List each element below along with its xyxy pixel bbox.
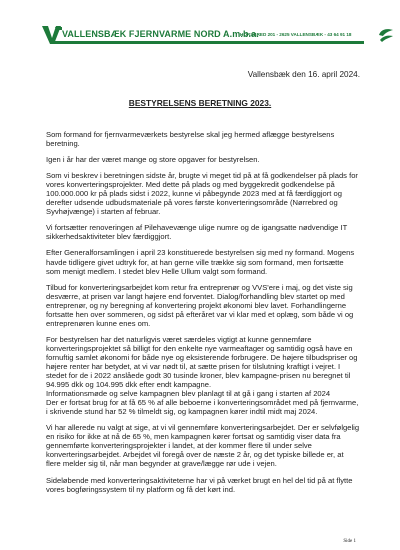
paragraph: Vi har allerede nu valgt at sige, at vi vil gennemføre konverteringsarbejdet. Der er selvfølgelig en risiko for ikke at nå de 65 %, men kampagnen kører fortsat og samtidig viser data fra gennemførte konverteringsprojekter i landet, at der kommer flere til under selve konverteringsarbejdet. Arbejdet vil foregå over de næste 2 år, og det typiske billede er, at flere melder sig til, når man begynder at grave/lægge rør ude i vejen. [46,423,360,469]
paragraph: Sideløbende med konverteringsaktiviteterne har vi på værket brugt en hel del tid på at flytte vores bogføringssystem til ny platform og få det kørt ind. [46,475,353,494]
company-name: VALLENSBÆK FJERNVARME NORD A.m.b.a. [62,29,259,39]
letterhead [40,24,366,46]
paragraph: Vi fortsætter renoveringen af Pilehavevænge ulige numre og de igangsatte nødvendige IT sikkerhedsaktiviteter blev færdiggjort. [46,223,348,242]
letterhead-band [54,41,364,44]
paragraph: Efter Generalforsamlingen i april 23 konstituerede bestyrelsen sig med ny formand. Mogens havde tidligere givet udtryk for, at han gerne ville trække sig som formand, men fortsætte som menigt medlem. I stedet blev Helle Ullum valgt som formand. [46,248,355,276]
page-number: Side 1 [343,539,356,544]
paragraph: Som formand for fjernvarmeværkets bestyrelse skal jeg hermed aflægge bestyrelsens beretning. [46,130,335,149]
letter-date: Vallensbæk den 16. april 2024. [247,70,360,79]
document-body [46,130,360,501]
paragraph: Som vi beskrev i beretningen sidste år, brugte vi meget tid på at få godkendelser på plads for vores konverteringsprojekter. Med dette på plads og med byggekredit godkendelse på 100.000.000 kr på plads sidst i 2022, kunne vi påbegynde 2023 med at få færdiggjort og derefter udsende udbudsmateriale på vores første konverteringsområde (Nørrebred og Syvhøjvænge) i starten af februar. [46,171,358,217]
paragraph: Der er fortsat brug for at få 65 % af alle beboerne i konverteringsområdet med på fjernvarme, i skrivende stund har 52 % tilmeldt sig, og kampagnen kører indtil midt maj 2024. [46,398,359,417]
company-address: HORSBRED 201 - 2625 VALLENSBÆK - 43 64 91 18 [240,32,352,37]
paragraph: Informationsmøde og selve kampagnen blev planlagt til at gå i gang i starten af 2024 [46,389,331,399]
paragraph: For bestyrelsen har det naturligvis været særdeles vigtigt at kunne gennemføre konverteringsprojektet så billigt for den enkelte nye varmeaftager og samtidig også have en fornuftig samlet økonomi for både nye og eksisterende forbrugere. De højere tilbudspriser og højere renter har betydet, at vi var nødt til, at sætte prisen for tilslutning kraftigt i vejret. I stedet for de i 2022 anslåede godt 30 tusinde kroner, blev kampagne-prisen nu beregnet til 94.995 dkk og 104.995 dkk efter endt kampagne. [46,334,358,390]
paragraph: Igen i år har der været mange og store opgaver for bestyrelsen. [46,155,260,165]
flame-mark-icon [377,27,395,43]
paragraph: Tilbud for konverteringsarbejdet kom retur fra entreprenør og VVS'ere i maj, og det viste sig desværre, at prisen var langt højere end forventet. Dialog/forhandling blev startet op med entreprenør, og ny beregning af konvertering projekt økonomi blev lavet. Forhandlingerne fortsatte hen over sommeren, og sidst på efteråret var vi klar med et oplæg, som både vi og entreprenøren kunne enes om. [46,282,354,328]
document-title: BESTYRELSENS BERETNING 2023. [128,98,272,108]
